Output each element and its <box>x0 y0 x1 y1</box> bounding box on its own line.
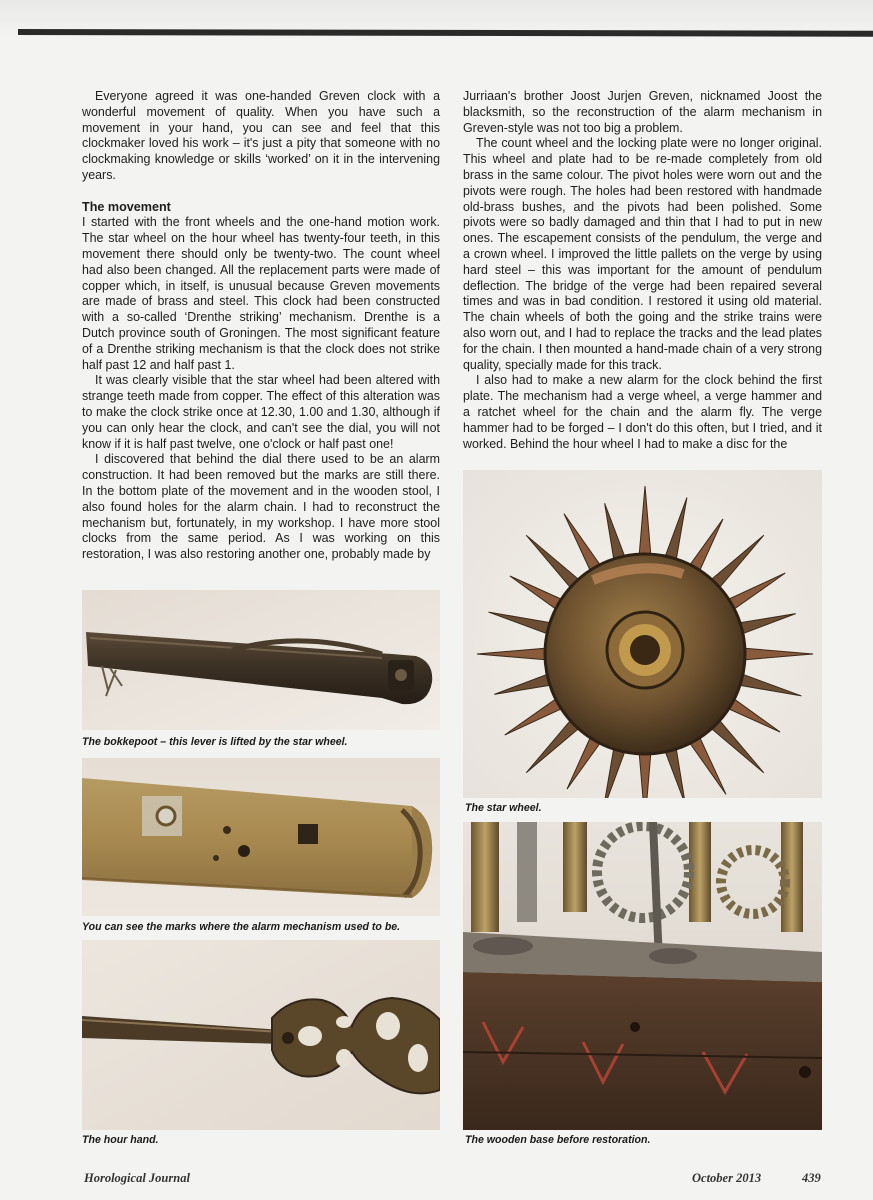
paragraph: I started with the front wheels and the one-hand motion work. The star wheel on the hour wheel has twenty-four teeth, in this movement there should only be twenty-two. The count wheel had also been changed. All the replacement parts were made of copper which, in itself, is unusual because Greven movements are made of brass and steel. This clock had been constructed with a so-called ‘Drenthe striking’ mechanism. Drenthe is a Dutch province south of Groningen. The most significant feature of a Drenthe striking mechanism is that the clock does not strike half past 12 and half past 1. <box>82 215 440 372</box>
paragraph: Everyone agreed it was one-handed Greven clock with a wonderful movement of quality. When you have such a movement in your hand, you can see and feel that this clockmaker loved his work – it's just a pity that someone with no clockmaking knowledge or skills ‘worked’ on it in the intervening years. <box>82 89 440 182</box>
photo-alarm-marks <box>82 758 440 916</box>
caption-wooden-base: The wooden base before restoration. <box>465 1134 651 1146</box>
paragraph: Jurriaan's brother Joost Jurjen Greven, nicknamed Joost the blacksmith, so the reconstruction of the alarm mechanism in Greven-style was not too big a problem. <box>463 89 822 135</box>
photo-bokkepoot <box>82 590 440 730</box>
caption-hour-hand: The hour hand. <box>82 1134 159 1146</box>
photo-star-wheel <box>463 470 822 798</box>
photo-wooden-base <box>463 822 822 1130</box>
caption-star-wheel: The star wheel. <box>465 802 542 814</box>
paragraph: I also had to make a new alarm for the clock behind the first plate. The mechanism had a verge wheel, a verge hammer and a ratchet wheel for the chain and the alarm fly. The verge hammer had to be forged – I don't do this often, but I tried, and it worked. Behind the hour wheel I had to make a disc for the <box>463 373 822 451</box>
paragraph: The count wheel and the locking plate were no longer original. This wheel and plate had to be re-made completely from old brass in the same colour. The pivot holes were worn out and the pivots were rough. The holes had been restored with handmade old-brass bushes, and the pivots had been polished. Some pivots were so badly damaged and thin that I had to put in new ones. The escapement consists of the pendulum, the verge and a crown wheel. I improved the little pallets on the verge by using hard steel – this was important for the amount of pendulum deflection. The bridge of the verge had been repaired several times and was in bad condition. I restored it using old material. The chain wheels of both the going and the strike trains were also worn out, and I had to replace the tracks and the lead plates for the chain. I then mounted a hand-made chain of a very strong quality, specially made for this track. <box>463 136 822 372</box>
left-column <box>82 89 440 563</box>
paragraph: It was clearly visible that the star wheel had been altered with strange teeth made from copper. The effect of this alteration was to make the clock strike once at 12.30, 1.00 and 1.30, although if you can only hear the clock, and can't see the dial, you will not know if it is half past twelve, one o'clock or half past one! <box>82 373 440 451</box>
paragraph: I discovered that behind the dial there used to be an alarm construction. It had been removed but the marks are still there. In the bottom plate of the movement and in the wooden stool, I also found holes for the alarm chain. I had to reconstruct the mechanism but, fortunately, in my workshop. I have more stool clocks from the same period. As I was working on this restoration, I was also restoring another one, probably made by <box>82 452 440 562</box>
caption-alarm-marks: You can see the marks where the alarm mechanism used to be. <box>82 921 401 933</box>
footer-page-number: 439 <box>802 1171 821 1185</box>
footer-date: October 2013 <box>692 1171 762 1185</box>
photo-hour-hand <box>82 940 440 1130</box>
right-column <box>463 89 822 452</box>
footer-journal-name: Horological Journal <box>84 1171 190 1185</box>
caption-bokkepoot: The bokkepoot – this lever is lifted by the star wheel. <box>82 736 348 748</box>
section-heading: The movement <box>82 199 171 214</box>
